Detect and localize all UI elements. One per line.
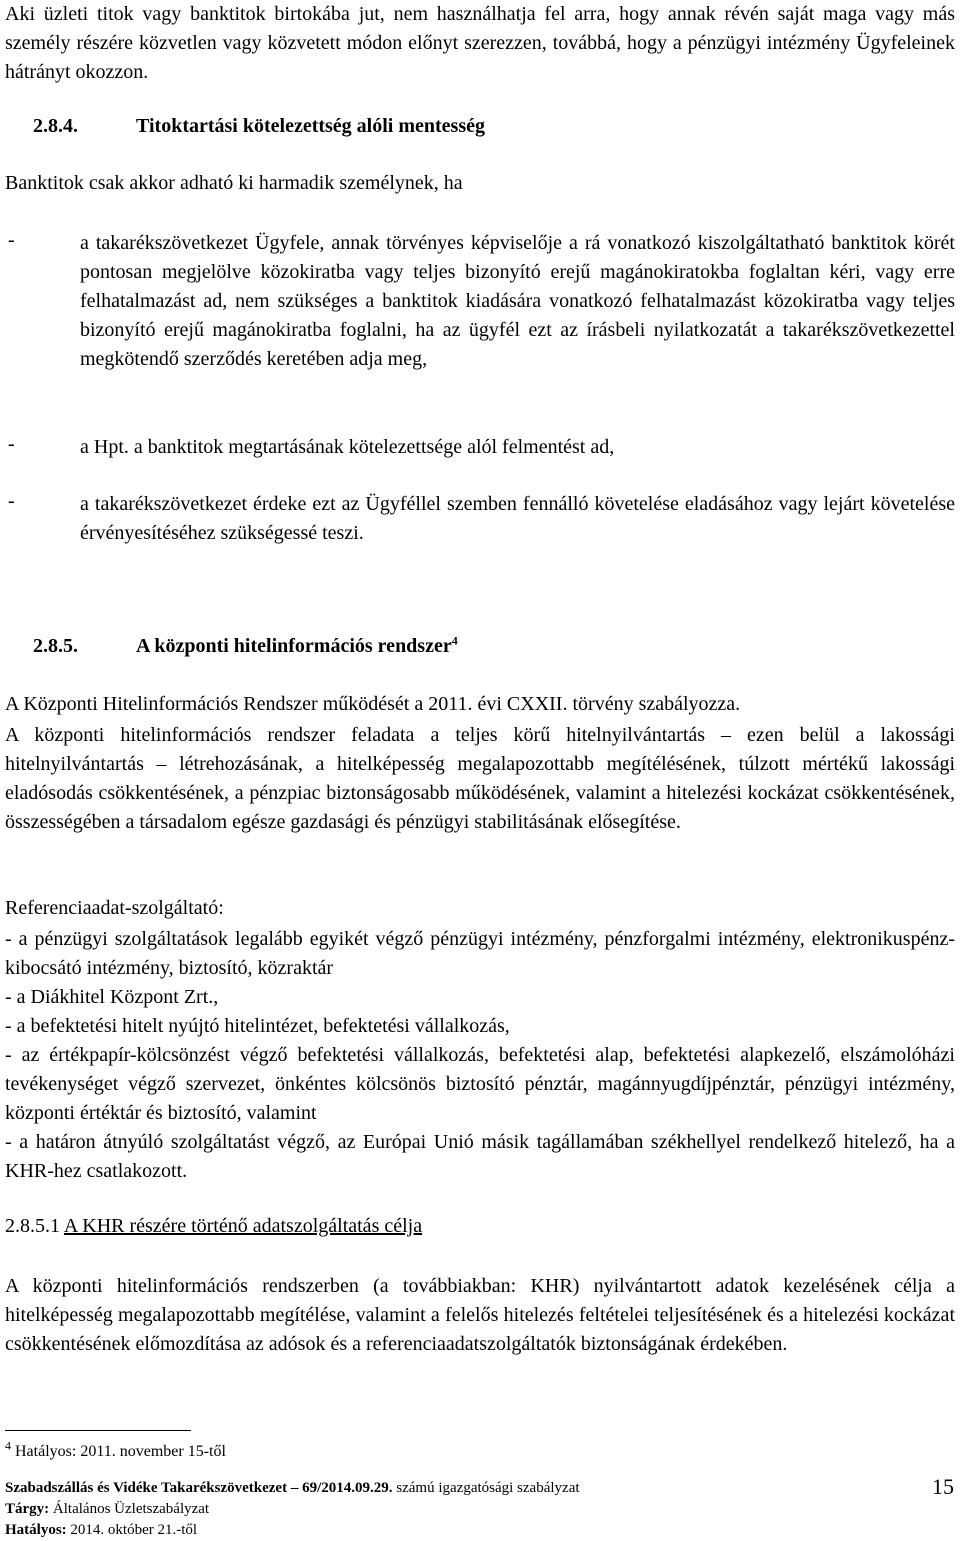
footer-institution: Szabadszállás és Vidéke Takarékszövetkezet – 69/2014.09.29. xyxy=(5,1480,393,1496)
footnote-divider xyxy=(5,1430,191,1431)
footer-line-3 xyxy=(5,1520,955,1541)
list-item: - az értékpapír-kölcsönzést végző befektetési vállalkozás, befektetési alap, befektetési alapkezelő, elszámolóházi tevékenységet végző szervezet, önkéntes kölcsönös biztosító pénztár, magánnyugdíjpénztár, pénzügyi intézmény, központi értéktár és biztosító, valamint xyxy=(5,1044,955,1124)
list-dash: - xyxy=(8,490,15,512)
footer-regulation: számú igazgatósági szabályzat xyxy=(396,1480,580,1496)
reference-provider-title: Referenciaadat-szolgáltató: xyxy=(5,897,224,919)
section-285-title: A központi hitelinformációs rendszer xyxy=(136,635,452,657)
footer-subject-label: Tárgy: xyxy=(5,1501,50,1517)
section-2851-heading xyxy=(5,1215,955,1238)
footnote-text: Hatályos: 2011. november 15-től xyxy=(15,1443,226,1460)
footnote xyxy=(5,1440,226,1464)
list-item: - a pénzügyi szolgáltatások legalább egyikét végző pénzügyi intézmény, pénzforgalmi intézmény, elektronikuspénz-kibocsátó intézmény, biztosító, közraktár xyxy=(5,928,955,979)
list-item: - a határon átnyúló szolgáltatást végző, az Európai Unió másik tagállamában székhellyel rendelkező hitelező, ha a KHR-hez csatlakozott. xyxy=(5,1131,955,1182)
footer-line-2 xyxy=(5,1499,955,1520)
footer-subject-value: Általános Üzletszabályzat xyxy=(52,1501,210,1517)
list-dash: - xyxy=(8,433,15,455)
intro-paragraph: Aki üzleti titok vagy banktitok birtokába jut, nem használhatja fel arra, hogy annak révén saját maga vagy más személy részére közvetlen vagy közvetett módon előnyt szerezzen, továbbá, hogy a pénzügyi intézmény Ügyfeleinek hátrányt okozzon. xyxy=(5,3,955,83)
section-2851-number: 2.8.5.1 xyxy=(5,1215,60,1237)
list-item xyxy=(8,229,955,374)
list-item: - a Diákhitel Központ Zrt., xyxy=(5,986,219,1008)
page-footer xyxy=(5,1478,955,1541)
list-item-text: a takarékszövetkezet Ügyfele, annak törvényes képviselője a rá vonatkozó kiszolgáltatható banktitok körét pontosan megjelölve közokiratba vagy teljes bizonyító erejű magánokiratokba foglaltan kéri, vagy erre felhatalmazást ad, nem szükséges a banktitok kiadására vonatkozó felhatalmazást közokiratba vagy teljes bizonyító erejű magánokiratba foglalni, ha az ügyfél ezt az írásbeli nyilatkozatát a takarékszövetkezettel megkötendő szerződés keretében adja meg, xyxy=(80,232,955,370)
footer-line-1 xyxy=(5,1478,955,1499)
footer-effective-value: 2014. október 21.-től xyxy=(70,1522,198,1538)
list-item-text: a Hpt. a banktitok megtartásának kötelezettsége alól felmentést ad, xyxy=(80,436,615,458)
footer-effective-label: Hatályos: xyxy=(5,1522,67,1538)
section-284-heading xyxy=(33,115,933,138)
list-item xyxy=(8,433,955,462)
footnote-marker: 4 xyxy=(5,1438,11,1453)
page-number: 15 xyxy=(932,1474,954,1499)
section-285-paragraph-1: A Központi Hitelinformációs Rendszer működését a 2011. évi CXXII. törvény szabályozza. xyxy=(5,693,741,715)
section-2851-title: A KHR részére történő adatszolgáltatás célja xyxy=(63,1215,423,1237)
section-284-lead: Banktitok csak akkor adható ki harmadik személynek, ha xyxy=(5,172,463,194)
list-item: - a befektetési hitelt nyújtó hitelintézet, befektetési vállalkozás, xyxy=(5,1015,510,1037)
section-2851-paragraph: A központi hitelinformációs rendszerben (a továbbiakban: KHR) nyilvántartott adatok kezelésének célja a hitelképesség megalapozottabb megítélése, valamint a felelős hitelezés feltételei teljesítésének és a hitelezési kockázat csökkentésének előmozdítása az adósok és a referenciaadatszolgáltatók biztonságának érdekében. xyxy=(5,1275,955,1355)
section-285-number: 2.8.5. xyxy=(33,635,78,657)
section-285-paragraph-2: A központi hitelinformációs rendszer feladata a teljes körű hitelnyilvántartás – ezen belül a lakossági hitelnyilvántartás – létrehozásának, a hitelképesség megalapozottabb megítélésének, túlzott mértékű lakossági eladósodás csökkentésének, a pénzpiac biztonságosabb működésének, valamint a hitelezési kockázat csökkentésének, összességében a társadalom egésze gazdasági és pénzügyi stabilitásának elősegítése. xyxy=(5,724,955,833)
section-284-number: 2.8.4. xyxy=(33,115,78,137)
list-item xyxy=(8,490,955,548)
list-item-text: a takarékszövetkezet érdeke ezt az Ügyféllel szemben fennálló követelése eladásához vagy lejárt követelése érvényesítéséhez szükségessé teszi. xyxy=(80,493,955,544)
section-285-heading xyxy=(33,635,933,658)
reference-provider-list xyxy=(5,925,955,1186)
list-dash: - xyxy=(8,229,15,251)
footnote-ref: 4 xyxy=(451,633,458,648)
section-284-title: Titoktartási kötelezettség alóli mentesség xyxy=(136,115,485,137)
